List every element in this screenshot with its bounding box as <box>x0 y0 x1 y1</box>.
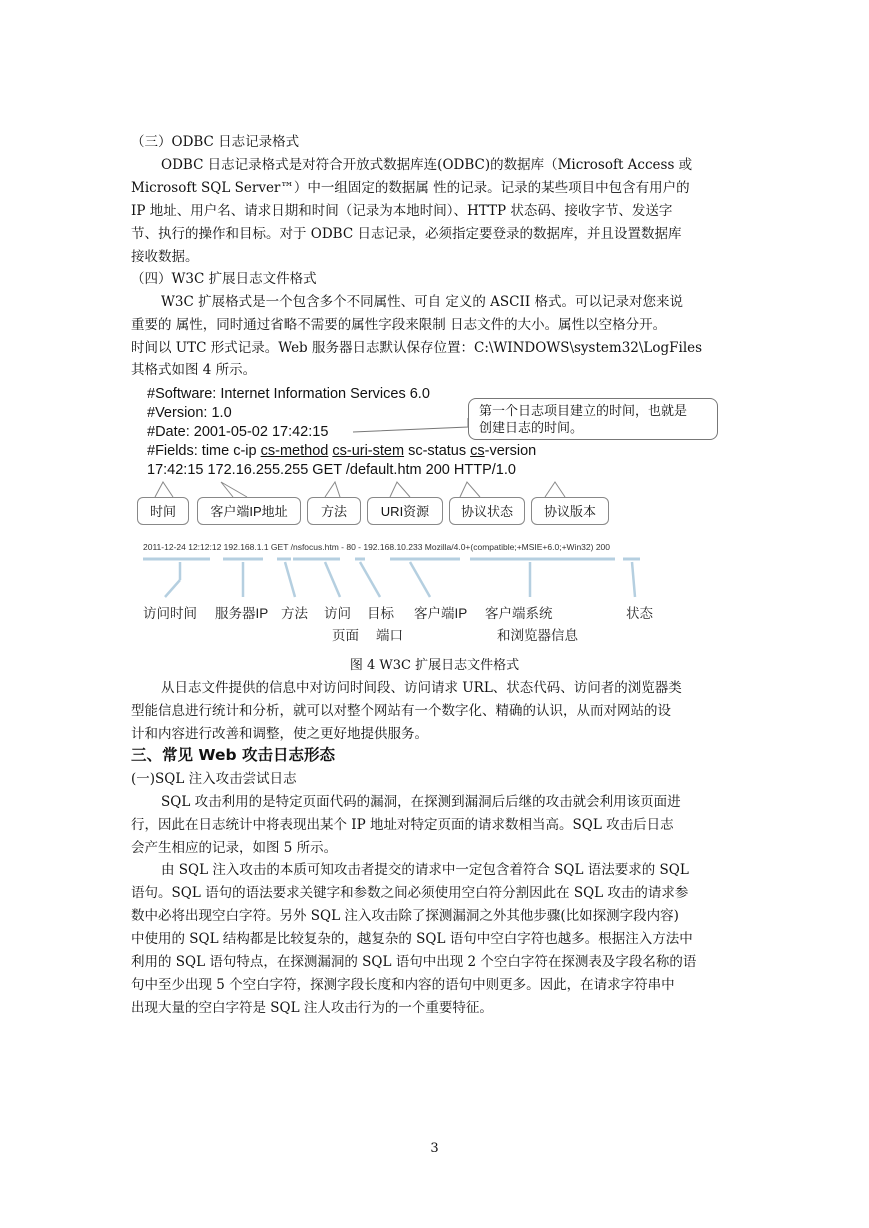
paragraph-line: 时间以 UTC 形式记录。Web 服务器日志默认保存位置：C:\WINDOWS\system32\LogFiles <box>131 340 703 356</box>
paragraph-line: 节、执行的操作和目标。对于 ODBC 日志记录，必须指定要登录的数据库，并且设置数据库 <box>131 226 682 242</box>
paragraph-line: W3C 扩展格式是一个包含多个不同属性、可自 定义的 ASCII 格式。可以记录对您来说 <box>161 294 683 310</box>
code-date: #Date: 2001-05-02 17:42:15 <box>147 424 329 440</box>
code-version: #Version: 1.0 <box>147 405 232 421</box>
paragraph-line: 型能信息进行统计和分析，就可以对整个网站有一个数字化、精确的认识，从而对网站的设 <box>131 703 671 719</box>
figure-caption: 图 4 W3C 扩展日志文件格式 <box>349 658 520 673</box>
chapter-heading: 三、常见 Web 攻击日志形态 <box>131 746 335 764</box>
code-fields-part: cs-uri-stem <box>332 443 405 459</box>
label-visit-page: 访问 <box>324 606 351 621</box>
label-client-ip: 客户端IP <box>414 606 468 621</box>
label-client-browser: 和浏览器信息 <box>497 628 578 643</box>
paragraph-line: IP 地址、用户名、请求日期和时间（记录为本地时间）、HTTP 状态码、接收字节、发送字 <box>131 203 673 219</box>
paragraph-line: 语句。SQL 语句的语法要求关键字和参数之间必须使用空白符分割因此在 SQL 攻击的请求参 <box>131 885 689 901</box>
paragraph-line: 出现大量的空白字符是 SQL 注人攻击行为的一个重要特征。 <box>131 1000 493 1016</box>
code-fields-part: #Fields: time c-ip <box>147 443 261 459</box>
label-visit-time: 访问时间 <box>143 606 197 621</box>
tag-method: 方法 <box>307 497 361 525</box>
paragraph-line: 会产生相应的记录，如图 5 所示。 <box>131 840 338 856</box>
paragraph-line: 利用的 SQL 语句特点，在探测漏洞的 SQL 语句中出现 2 个空白字符在探测表及字段名称的语 <box>131 954 697 970</box>
paragraph-line: ODBC 日志记录格式是对符合开放式数据库连(ODBC)的数据库（Microsoft Access 或 <box>161 157 693 173</box>
label-method: 方法 <box>281 606 308 621</box>
code-sample: 17:42:15 172.16.255.255 GET /default.htm 200 HTTP/1.0 <box>147 462 516 478</box>
tag-time: 时间 <box>137 497 189 525</box>
paragraph-line: 从日志文件提供的信息中对访问时间段、访问请求 URL、状态代码、访问者的浏览器类 <box>161 680 682 696</box>
label-server-ip: 服务器IP <box>215 606 269 621</box>
code-software: #Software: Internet Information Services 6.0 <box>147 386 430 402</box>
label-visit-page-2: 页面 <box>332 628 359 643</box>
paragraph-line: 由 SQL 注入攻击的本质可知攻击者提交的请求中一定包含着符合 SQL 语法要求的 SQL <box>161 862 689 878</box>
label-target-port: 目标 <box>367 606 394 621</box>
tag-version: 协议版本 <box>531 497 609 525</box>
page-number: 3 <box>430 1141 439 1156</box>
paragraph-line: 中使用的 SQL 结构都是比较复杂的，越复杂的 SQL 语句中空白字符也越多。根据注入方法中 <box>131 931 693 947</box>
section-title-odbc: （三）ODBC 日志记录格式 <box>131 134 300 150</box>
code-fields-part: -version <box>484 443 537 459</box>
tag-uri: URI资源 <box>367 497 443 525</box>
paragraph-line: 计和内容进行改善和调整，使之更好地提供服务。 <box>131 726 428 742</box>
section-title-w3c: （四）W3C 扩展日志文件格式 <box>131 271 317 287</box>
paragraph-line: SQL 攻击利用的是特定页面代码的漏洞，在探测到漏洞后后继的攻击就会利用该页面进 <box>161 794 681 810</box>
code-fields <box>147 443 536 459</box>
paragraph-line: Microsoft SQL Server™）中一组固定的数据属 性的记录。记录的某些项目中包含有用户的 <box>131 180 690 196</box>
code-fields-part: cs <box>470 443 485 459</box>
code-fields-part: cs-method <box>260 443 329 459</box>
callout-box <box>468 398 718 440</box>
figure-w3c-log-format <box>135 382 735 642</box>
callout-line: 创建日志的时间。 <box>479 420 584 435</box>
tag-client-ip: 客户端IP地址 <box>197 497 301 525</box>
callout-line: 第一个日志项目建立的时间，也就是 <box>479 403 688 418</box>
paragraph-line: 其格式如图 4 所示。 <box>131 362 257 378</box>
paragraph-line: 数中必将出现空白字符。另外 SQL 注入攻击除了探测漏洞之外其他步骤(比如探测字段内容) <box>131 908 679 924</box>
paragraph-line: 重要的 属性，同时通过省略不需要的属性字段来限制 日志文件的大小。属性以空格分开。 <box>131 317 667 333</box>
subsection-title-sql: (一)SQL 注入攻击尝试日志 <box>131 771 297 787</box>
paragraph-line: 接收数据。 <box>131 249 199 265</box>
paragraph-line: 句中至少出现 5 个空白字符，探测字段长度和内容的语句中则更多。因此，在请求字符串中 <box>131 977 675 993</box>
sample-log-line: 2011-12-24 12:12:12 192.168.1.1 GET /nsfocus.htm - 80 - 192.168.10.233 Mozilla/4.0+(compatible;+MSIE+6.0;+Win32) 200 <box>143 542 611 552</box>
label-target-port-2: 端口 <box>376 628 403 643</box>
tag-status: 协议状态 <box>449 497 525 525</box>
code-fields-part: sc-status <box>404 443 471 459</box>
paragraph-line: 行，因此在日志统计中将表现出某个 IP 地址对特定页面的请求数相当高。SQL 攻击后日志 <box>131 817 674 833</box>
label-client-system: 客户端系统 <box>485 606 553 621</box>
label-status: 状态 <box>626 606 653 621</box>
